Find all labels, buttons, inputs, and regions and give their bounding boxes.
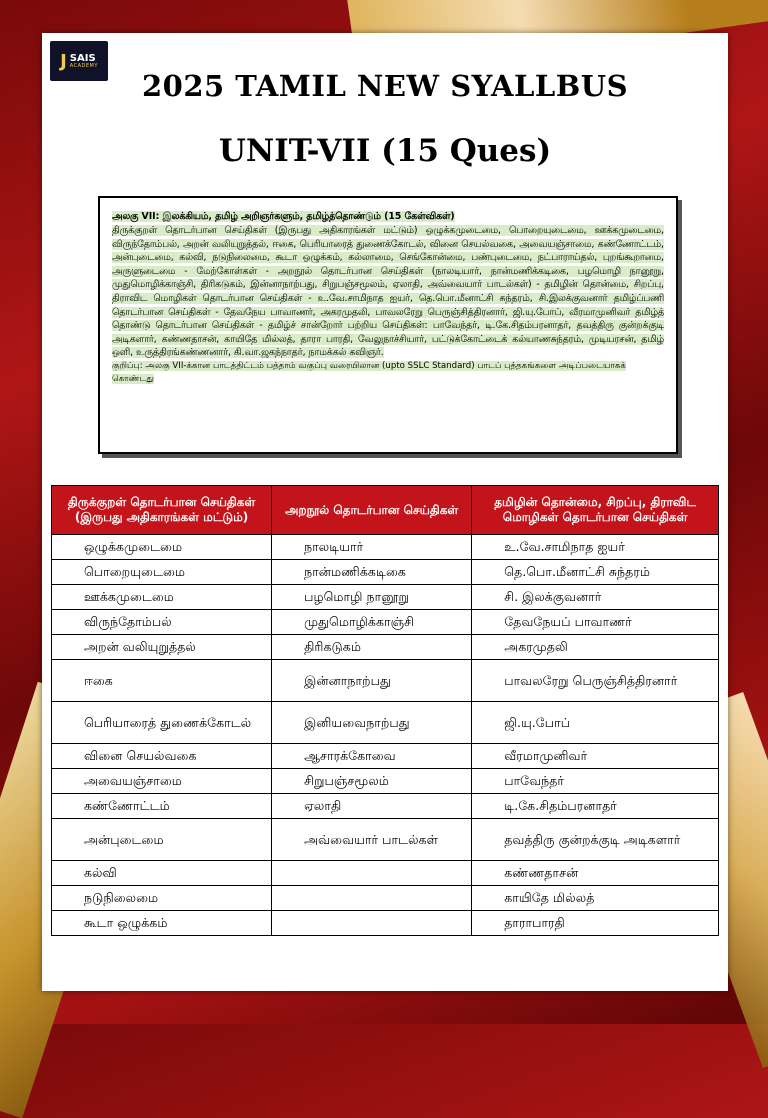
logo-name: SAIS [69, 52, 96, 64]
cell-aranool: திரிகடுகம் [272, 635, 472, 660]
cell-aranool: ஆசாரக்கோவை [272, 744, 472, 769]
cell-tamil-heritage: தேவநேயப் பாவாணர் [472, 610, 719, 635]
column-header-tamil-heritage: தமிழின் தொன்மை, சிறப்பு, திராவிட மொழிகள் தொடர்பான செய்திகள் [472, 486, 719, 535]
table-row [52, 660, 719, 702]
table-row [52, 819, 719, 861]
cell-tamil-heritage: சி. இலக்குவனார் [472, 585, 719, 610]
table-row [52, 886, 719, 911]
cell-aranool: இன்னாநாற்பது [272, 660, 472, 702]
cell-thirukkural: அவையஞ்சாமை [52, 769, 272, 794]
cell-aranool: ஏலாதி [272, 794, 472, 819]
cell-thirukkural: வினை செயல்வகை [52, 744, 272, 769]
table-row [52, 794, 719, 819]
cell-thirukkural: பொறையுடைமை [52, 560, 272, 585]
table-row [52, 585, 719, 610]
cell-thirukkural: அறன் வலியுறுத்தல் [52, 635, 272, 660]
cell-tamil-heritage: டி.கே.சிதம்பரனாதர் [472, 794, 719, 819]
cell-aranool: அவ்வையார் பாடல்கள் [272, 819, 472, 861]
cell-tamil-heritage: வீரமாமுனிவர் [472, 744, 719, 769]
table-row [52, 744, 719, 769]
cell-tamil-heritage: பாவேந்தர் [472, 769, 719, 794]
cell-aranool [272, 911, 472, 936]
cell-tamil-heritage: ஜி.யு.போப் [472, 702, 719, 744]
column-header-aranool: அறநூல் தொடர்பான செய்திகள் [272, 486, 472, 535]
syllabus-box [98, 196, 678, 454]
cell-aranool: நாலடியார் [272, 535, 472, 560]
cell-thirukkural: நடுநிலைமை [52, 886, 272, 911]
cell-tamil-heritage: தெ.பொ.மீனாட்சி சுந்தரம் [472, 560, 719, 585]
cell-thirukkural: கல்வி [52, 861, 272, 886]
cell-aranool: முதுமொழிக்காஞ்சி [272, 610, 472, 635]
page-title: 2025 TAMIL NEW SYALLBUS [141, 69, 629, 103]
cell-tamil-heritage: கண்ணதாசன் [472, 861, 719, 886]
table-row [52, 635, 719, 660]
cell-thirukkural: விருந்தோம்பல் [52, 610, 272, 635]
syllabus-body: திருக்குறள் தொடர்பான செய்திகள் (இருபது அதிகாரங்கள் மட்டும்) ஒழுக்கமுடைமை, பொறையுடைமை, ஊக்கமுடைமை, விருந்தோம்பல், அறன் வலியுறுத்தல், ஈகை, பெரியாரைத் துணைக்கோடல், வினை செயல்வகை, அவையஞ்சாமை, கண்ணோட்டம், அன்புடைமை, கல்வி, நடுநிலைமை, கூடா ஒழுக்கம், கல்லாமை, செங்கோன்மை, பண்புடைமை, நட்பாராய்தல், புறங்கூறாமை, அருளுடைமை - மேற்கோள்கள் - அறநூல் தொடர்பான செய்திகள் (நாலடியார், நான்மணிக்கடிகை, பழமொழி நானூறு, முதுமொழிக்காஞ்சி, திரிகடுகம், இன்னாநாற்பது, சிறுபஞ்சமூலம், ஏலாதி, அவ்வையார் பாடல்கள்) - தமிழின் தொன்மை, சிறப்பு, திராவிட மொழிகள் தொடர்பான செய்திகள் - உ.வே.சாமிநாத ஐயர், தெ.பொ.மீனாட்சி சுந்தரம், சி.இலக்குவனார் தமிழ்ப்பணி தொடர்பான செய்திகள் - தேவநேய பாவாணர், அகரமுதலி, பாவலரேறு பெருஞ்சித்திரனார், ஜி.யு.போப், வீரமாமுனிவர் தமிழ்த் தொண்டு தொடர்பான செய்திகள் - தமிழ்ச் சான்றோர் பற்றிய செய்திகள்: பாவேந்தர், டி.கே.சிதம்பரனாதர், தவத்திரு குன்றக்குடி அடிகளார், கண்ணதாசன், காயிதே மில்லத், தாரா பாரதி, வேலுநாச்சியார், பட்டுக்கோட்டைக் கல்யாணசுந்தரம், முடியரசன், தமிழ் ஒளி, உருத்திரங்கண்ணனார், கி.வா.ஜகந்நாதர், நாமக்கல் கவிஞர். [112, 225, 664, 359]
table-row [52, 861, 719, 886]
table-row [52, 535, 719, 560]
table-row [52, 769, 719, 794]
cell-tamil-heritage: காயிதே மில்லத் [472, 886, 719, 911]
table-row [52, 560, 719, 585]
cell-aranool [272, 886, 472, 911]
cell-tamil-heritage: உ.வே.சாமிநாத ஐயர் [472, 535, 719, 560]
column-header-thirukkural: திருக்குறள் தொடர்பான செய்திகள் (இருபது அதிகாரங்கள் மட்டும்) [52, 486, 272, 535]
cell-aranool: இனியவைநாற்பது [272, 702, 472, 744]
cell-thirukkural: ஒழுக்கமுடைமை [52, 535, 272, 560]
table-header-row [52, 486, 719, 535]
cell-aranool: நான்மணிக்கடிகை [272, 560, 472, 585]
table-row [52, 911, 719, 936]
cell-tamil-heritage: தவத்திரு குன்றக்குடி அடிகளார் [472, 819, 719, 861]
cell-aranool: சிறுபஞ்சமூலம் [272, 769, 472, 794]
cell-tamil-heritage: தாராபாரதி [472, 911, 719, 936]
cell-thirukkural: ஈகை [52, 660, 272, 702]
table-row [52, 702, 719, 744]
cell-thirukkural: அன்புடைமை [52, 819, 272, 861]
logo-mark: J [60, 50, 67, 72]
cell-tamil-heritage: பாவலரேறு பெருஞ்சித்திரனார் [472, 660, 719, 702]
topics-table [51, 485, 719, 936]
syllabus-heading: அலகு VII: இலக்கியம், தமிழ் அறிஞர்களும், தமிழ்த்தொண்டும் (15 கேள்விகள்) [112, 211, 455, 222]
logo-sub: ACADEMY [69, 62, 98, 69]
cell-thirukkural: பெரியாரைத் துணைக்கோடல் [52, 702, 272, 744]
cell-tamil-heritage: அகரமுதலி [472, 635, 719, 660]
syllabus-note: குறிப்பு: அலகு VII-க்கான பாடத்திட்டம் பத்தாம் வகுப்பு வரையிலான (upto SSLC Standard) பாடப் புத்தகங்களை அடிப்படையாகக் கொண்டது [112, 360, 626, 384]
cell-aranool: பழமொழி நானூறு [272, 585, 472, 610]
table-row [52, 610, 719, 635]
document-page [42, 33, 728, 991]
cell-thirukkural: ஊக்கமுடைமை [52, 585, 272, 610]
cell-thirukkural: கண்ணோட்டம் [52, 794, 272, 819]
page-subtitle: UNIT-VII (15 Ques) [218, 133, 552, 169]
cell-aranool [272, 861, 472, 886]
cell-thirukkural: கூடா ஒழுக்கம் [52, 911, 272, 936]
